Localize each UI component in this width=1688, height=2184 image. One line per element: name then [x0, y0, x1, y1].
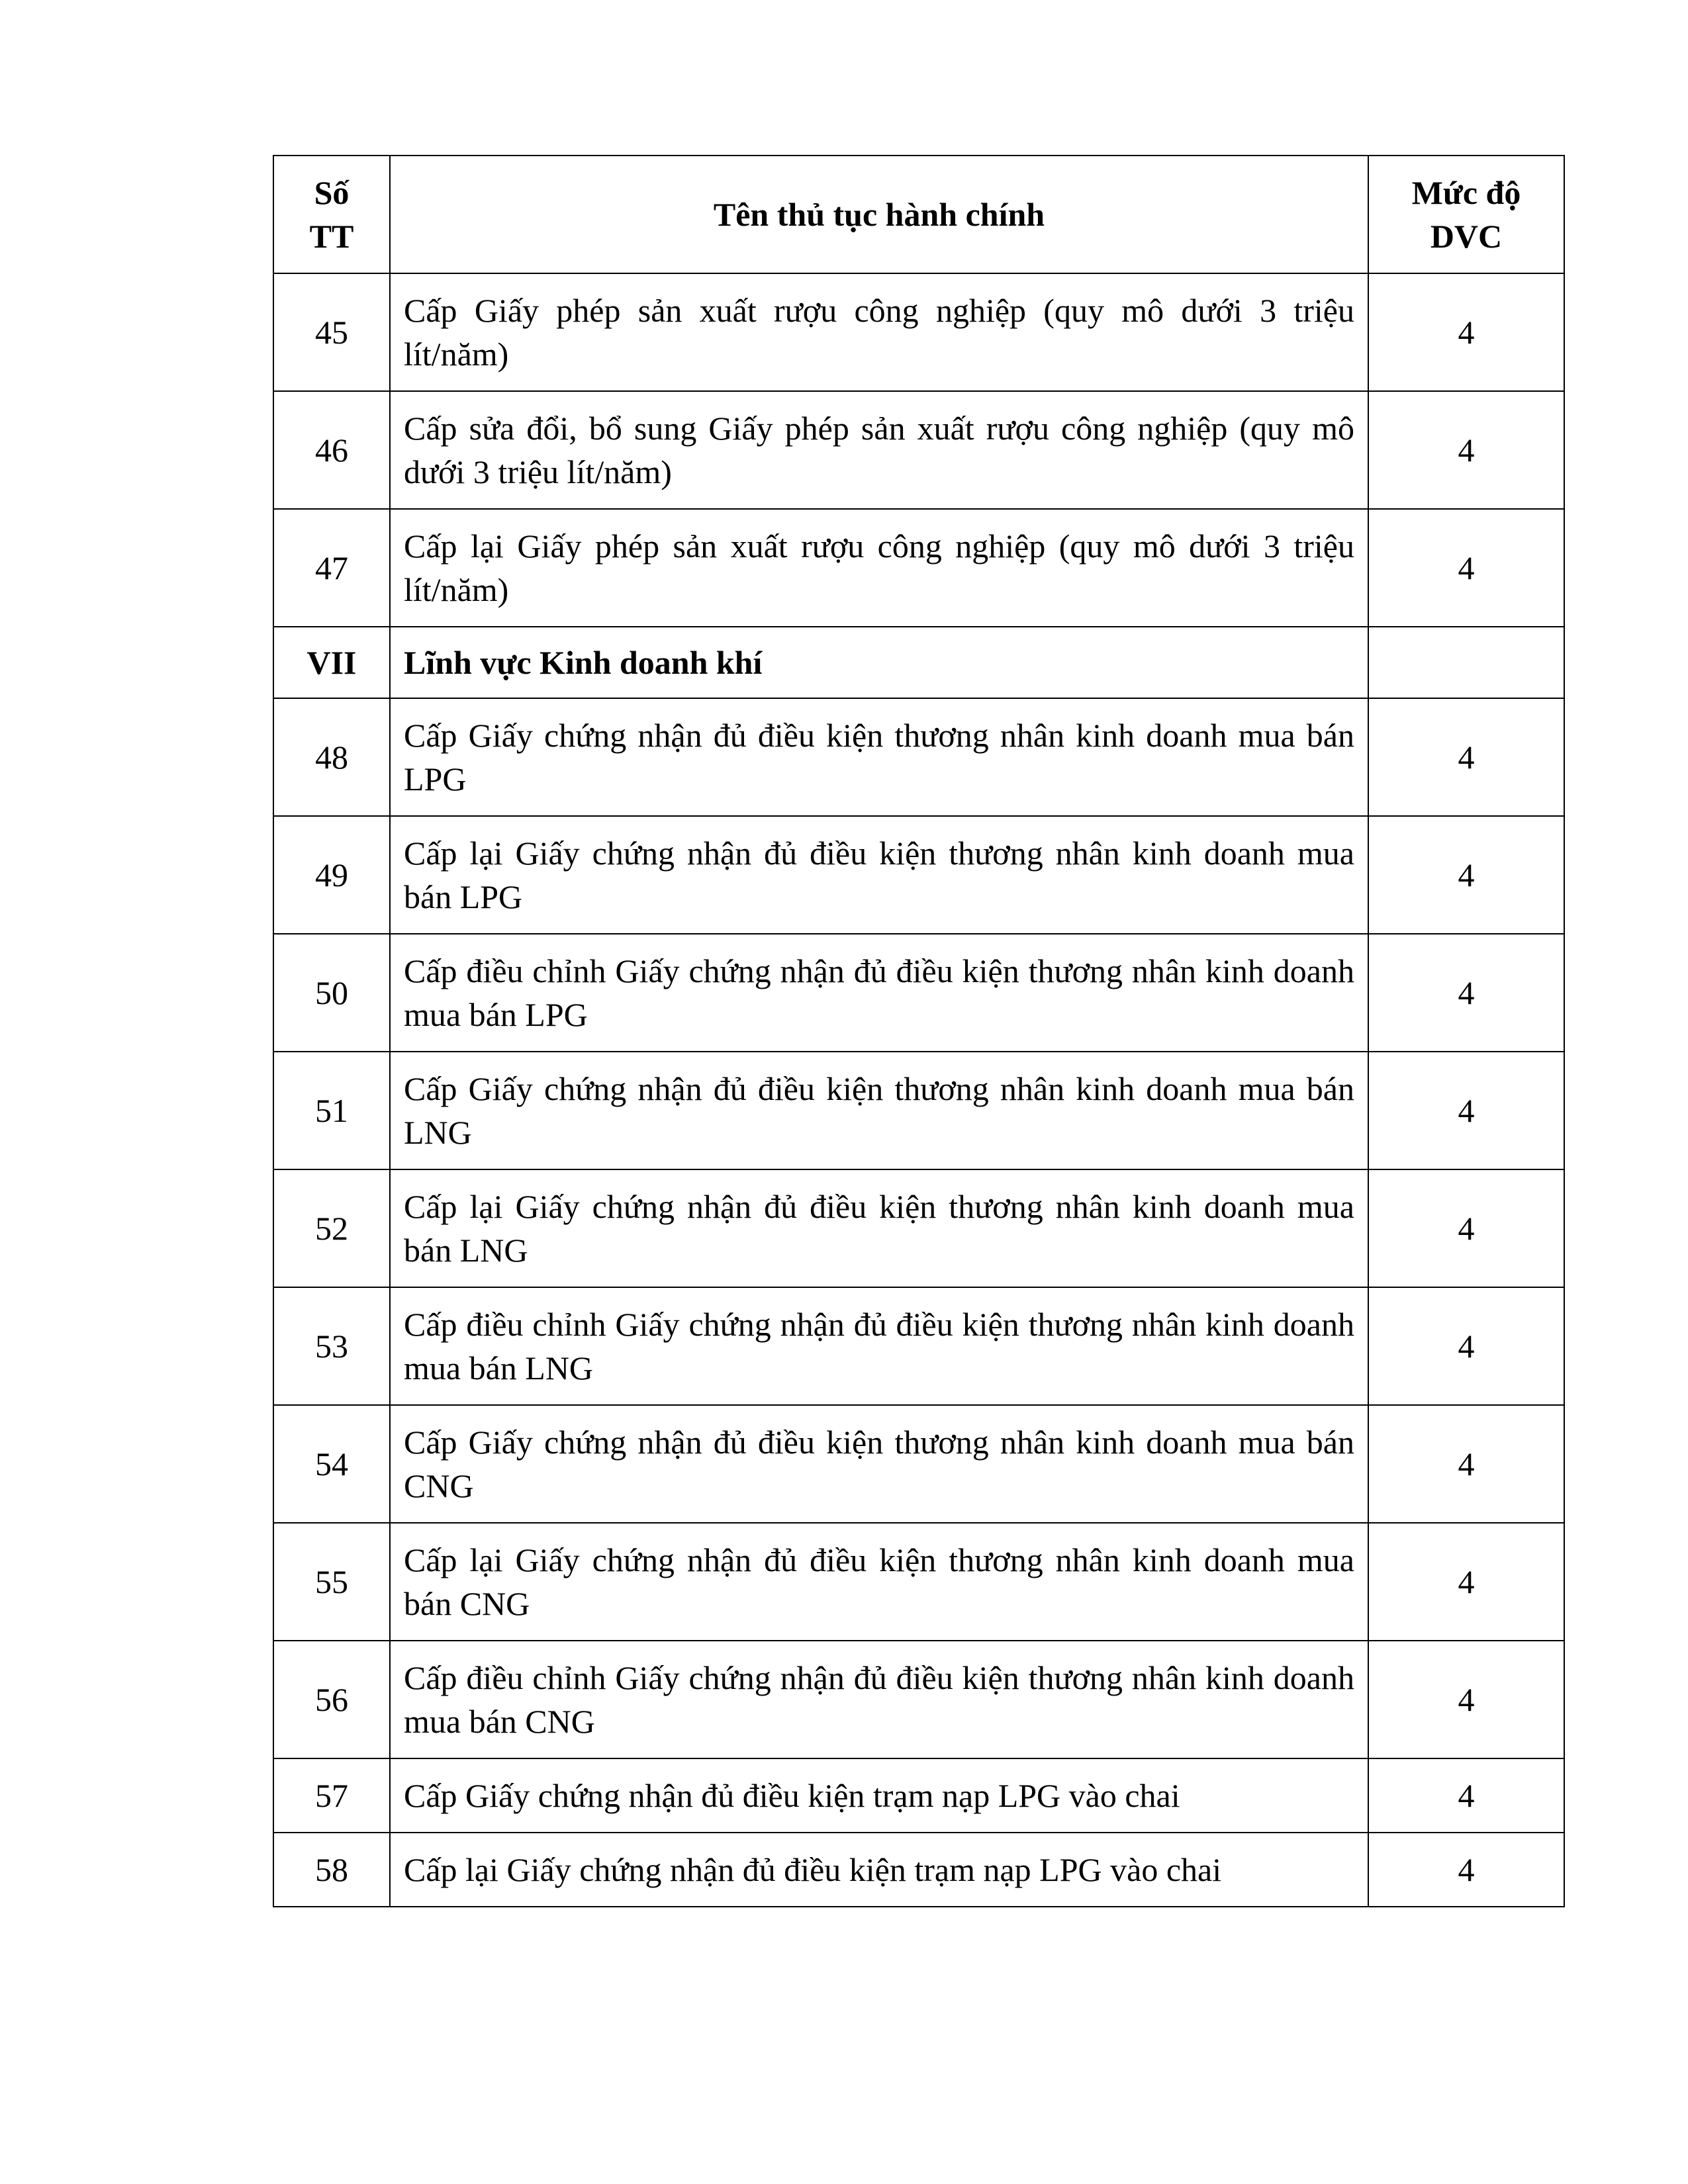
- section-row: [273, 627, 1564, 698]
- row-number: 58: [273, 1833, 390, 1907]
- service-level: 4: [1368, 1169, 1564, 1287]
- service-level: 4: [1368, 1052, 1564, 1169]
- header-no-line1: Số: [314, 174, 350, 211]
- procedure-name: Cấp Giấy chứng nhận đủ điều kiện thương nhân kinh doanh mua bán LNG: [390, 1052, 1368, 1169]
- procedure-name: Cấp lại Giấy phép sản xuất rượu công nghiệp (quy mô dưới 3 triệu lít/năm): [390, 509, 1368, 627]
- section-title: Lĩnh vực Kinh doanh khí: [390, 627, 1368, 698]
- service-level: 4: [1368, 1287, 1564, 1405]
- row-number: 57: [273, 1758, 390, 1833]
- header-level-line1: Mức độ: [1411, 174, 1521, 211]
- service-level: 4: [1368, 273, 1564, 391]
- row-number: 53: [273, 1287, 390, 1405]
- row-number: 48: [273, 698, 390, 816]
- service-level: 4: [1368, 1523, 1564, 1641]
- header-no: [273, 156, 390, 273]
- service-level: 4: [1368, 934, 1564, 1052]
- procedure-name: Cấp điều chỉnh Giấy chứng nhận đủ điều kiện thương nhân kinh doanh mua bán LPG: [390, 934, 1368, 1052]
- service-level: [1368, 627, 1564, 698]
- row-number: 45: [273, 273, 390, 391]
- service-level: 4: [1368, 509, 1564, 627]
- row-number: 55: [273, 1523, 390, 1641]
- header-level: [1368, 156, 1564, 273]
- service-level: 4: [1368, 816, 1564, 934]
- procedure-name: Cấp sửa đổi, bổ sung Giấy phép sản xuất rượu công nghiệp (quy mô dưới 3 triệu lít/năm): [390, 391, 1368, 509]
- service-level: 4: [1368, 1833, 1564, 1907]
- service-level: 4: [1368, 1641, 1564, 1758]
- table-row: [273, 1833, 1564, 1907]
- table-row: [273, 1052, 1564, 1169]
- table-body: [273, 273, 1564, 1907]
- service-level: 4: [1368, 698, 1564, 816]
- table-row: [273, 1405, 1564, 1523]
- row-number: 46: [273, 391, 390, 509]
- procedure-name: Cấp điều chỉnh Giấy chứng nhận đủ điều kiện thương nhân kinh doanh mua bán CNG: [390, 1641, 1368, 1758]
- service-level: 4: [1368, 391, 1564, 509]
- procedure-name: Cấp Giấy phép sản xuất rượu công nghiệp (quy mô dưới 3 triệu lít/năm): [390, 273, 1368, 391]
- table-row: [273, 816, 1564, 934]
- procedure-name: Cấp lại Giấy chứng nhận đủ điều kiện thương nhân kinh doanh mua bán CNG: [390, 1523, 1368, 1641]
- procedure-name: Cấp Giấy chứng nhận đủ điều kiện thương nhân kinh doanh mua bán LPG: [390, 698, 1368, 816]
- procedures-table: [273, 155, 1565, 1907]
- header-level-line2: DVC: [1430, 218, 1503, 255]
- procedure-name: Cấp Giấy chứng nhận đủ điều kiện thương nhân kinh doanh mua bán CNG: [390, 1405, 1368, 1523]
- table-row: [273, 1758, 1564, 1833]
- row-number: 47: [273, 509, 390, 627]
- table-row: [273, 509, 1564, 627]
- service-level: 4: [1368, 1758, 1564, 1833]
- table-row: [273, 391, 1564, 509]
- table-row: [273, 1287, 1564, 1405]
- row-number: 51: [273, 1052, 390, 1169]
- table-row: [273, 698, 1564, 816]
- header-name: Tên thủ tục hành chính: [390, 156, 1368, 273]
- header-no-line2: TT: [309, 218, 354, 255]
- row-number: 49: [273, 816, 390, 934]
- procedure-name: Cấp lại Giấy chứng nhận đủ điều kiện thương nhân kinh doanh mua bán LNG: [390, 1169, 1368, 1287]
- table-row: [273, 1641, 1564, 1758]
- table-row: [273, 1523, 1564, 1641]
- table-row: [273, 1169, 1564, 1287]
- row-number: 52: [273, 1169, 390, 1287]
- row-number: 56: [273, 1641, 390, 1758]
- procedure-name: Cấp Giấy chứng nhận đủ điều kiện trạm nạp LPG vào chai: [390, 1758, 1368, 1833]
- table-header: [273, 156, 1564, 273]
- header-row: [273, 156, 1564, 273]
- procedure-name: Cấp lại Giấy chứng nhận đủ điều kiện trạm nạp LPG vào chai: [390, 1833, 1368, 1907]
- procedure-name: Cấp điều chỉnh Giấy chứng nhận đủ điều kiện thương nhân kinh doanh mua bán LNG: [390, 1287, 1368, 1405]
- table-row: [273, 273, 1564, 391]
- row-number: 54: [273, 1405, 390, 1523]
- procedure-name: Cấp lại Giấy chứng nhận đủ điều kiện thương nhân kinh doanh mua bán LPG: [390, 816, 1368, 934]
- row-number: 50: [273, 934, 390, 1052]
- section-number: VII: [273, 627, 390, 698]
- table-row: [273, 934, 1564, 1052]
- service-level: 4: [1368, 1405, 1564, 1523]
